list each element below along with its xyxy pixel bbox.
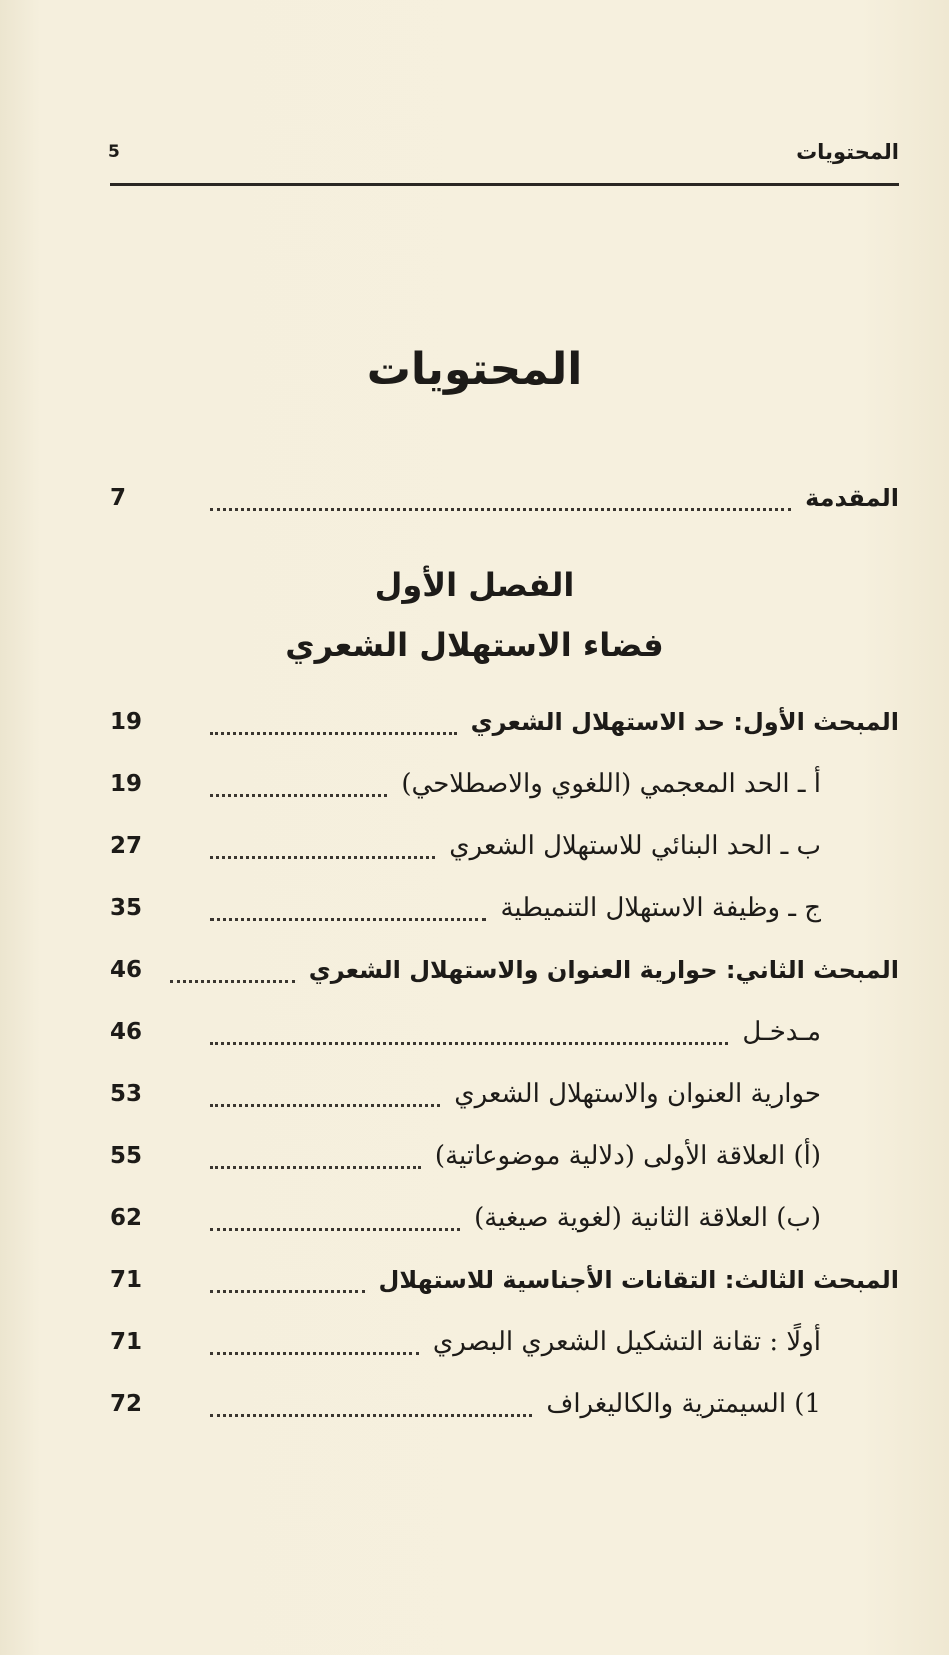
header-rule <box>110 183 899 186</box>
toc-entry-subsection <box>110 888 899 928</box>
page-title: المحتويات <box>366 344 583 395</box>
toc-entry-page: 53 <box>110 1081 143 1107</box>
dot-leader <box>210 896 486 921</box>
toc-entry-label: حوارية العنوان والاستهلال الشعري <box>454 1079 821 1109</box>
toc-entry-label: المبحث الثاني: حوارية العنوان والاستهلال الشعري <box>308 956 899 984</box>
toc-entry-subsection <box>110 1322 899 1362</box>
dot-leader <box>210 772 387 797</box>
toc-entry-subsection <box>110 1198 899 1238</box>
running-header <box>108 132 899 172</box>
toc-entry-page: 19 <box>110 771 143 797</box>
toc-entry-label: ب ـ الحد البنائي للاستهلال الشعري <box>449 831 821 861</box>
toc-entry-page: 72 <box>110 1391 143 1417</box>
toc-entry-subsection <box>110 1136 899 1176</box>
toc-entry-subsection <box>110 1012 899 1052</box>
toc-entry-page: 46 <box>110 1019 143 1045</box>
dot-leader <box>210 1206 460 1231</box>
toc-entry-subsection <box>110 1074 899 1114</box>
dot-leader <box>210 834 435 859</box>
dot-leader <box>210 1268 365 1293</box>
dot-leader <box>210 1392 532 1417</box>
toc-entry-section <box>110 1260 899 1300</box>
chapter-number: الفصل الأول <box>374 566 575 604</box>
dot-leader <box>210 1330 419 1355</box>
toc-entry-label: المبحث الثالث: التقانات الأجناسية للاستهلال <box>378 1266 899 1294</box>
dot-leader <box>210 1020 728 1045</box>
toc-entry-page: 46 <box>110 957 143 983</box>
dot-leader <box>170 958 295 983</box>
toc-entry-label: أ ـ الحد المعجمي (اللغوي والاصطلاحي) <box>401 769 821 799</box>
toc-entry-subsection <box>110 1384 899 1424</box>
toc-entry-label: المقدمة <box>805 484 899 512</box>
toc-entry-intro <box>110 478 899 518</box>
toc-entry-subsection <box>110 764 899 804</box>
toc-entry-subsection <box>110 826 899 866</box>
dot-leader <box>210 1082 440 1107</box>
dot-leader <box>210 1144 421 1169</box>
toc-entry-label: (أ) العلاقة الأولى (دلالية موضوعاتية) <box>434 1141 821 1171</box>
toc-entry-label: ج ـ وظيفة الاستهلال التنميطية <box>500 893 821 923</box>
toc-entry-label: المبحث الأول: حد الاستهلال الشعري <box>470 708 899 736</box>
toc-entry-label: مـدخـل <box>742 1017 821 1047</box>
page-number: 5 <box>108 142 120 162</box>
toc-entry-page: 62 <box>110 1205 143 1231</box>
toc-entry-section <box>110 950 899 990</box>
toc-entry-label: (ب) العلاقة الثانية (لغوية صيغية) <box>474 1203 821 1233</box>
dot-leader <box>210 710 457 735</box>
chapter-title: فضاء الاستهلال الشعري <box>285 626 664 664</box>
toc-entry-section <box>110 702 899 742</box>
toc-entry-page: 19 <box>110 709 143 735</box>
toc-entry-label: 1) السيمترية والكاليغراف <box>546 1389 821 1419</box>
toc-entry-page: 35 <box>110 895 143 921</box>
toc-entry-page: 7 <box>110 485 127 511</box>
toc-entry-page: 55 <box>110 1143 143 1169</box>
toc-entry-label: أولًا : تقانة التشكيل الشعري البصري <box>432 1327 821 1357</box>
toc-entry-page: 71 <box>110 1267 143 1293</box>
running-title: المحتويات <box>796 140 899 164</box>
dot-leader <box>210 486 791 511</box>
toc-entry-page: 27 <box>110 833 143 859</box>
toc-entry-page: 71 <box>110 1329 143 1355</box>
